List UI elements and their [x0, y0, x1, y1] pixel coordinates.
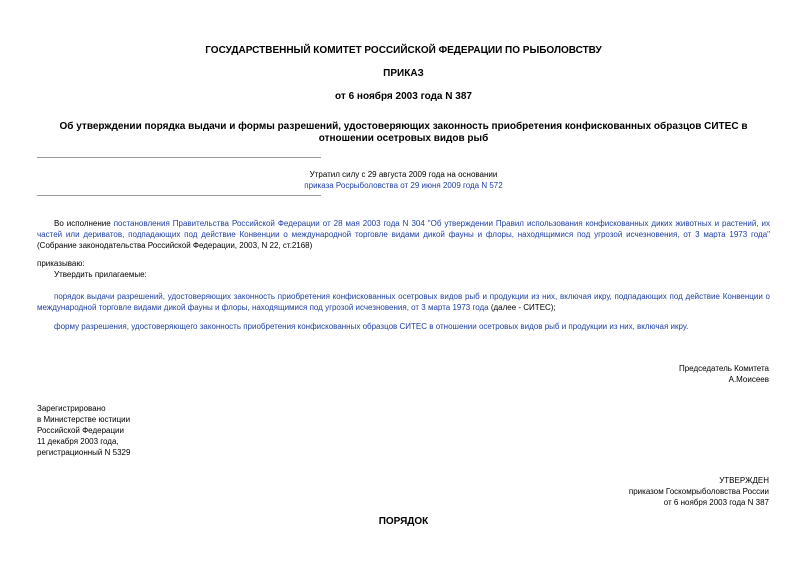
item-procedure-suffix: (далее - СИТЕС);: [488, 303, 556, 312]
doc-type-heading: ПРИКАЗ: [383, 68, 424, 79]
procedure-link[interactable]: порядок выдачи разрешений, удостоверяющих законность приобретения конфискованных осетровых видов рыб и продукции из них, включая икру, подпадающих под действие Конвенции о международной торговле видами дикой фауны и флоры, находящимися под угрозой исчезновения, от 3 марта 1973 года: [37, 292, 770, 312]
intro-paragraph: [37, 218, 770, 251]
approved-line-3: от 6 ноября 2003 года N 387: [663, 498, 769, 507]
divider-bottom: [37, 195, 321, 196]
order-word: приказываю:: [37, 259, 85, 268]
approve-line: Утвердить прилагаемые:: [54, 270, 147, 279]
registration-line-4: 11 декабря 2003 года,: [37, 437, 119, 446]
agency-heading: ГОСУДАРСТВЕННЫЙ КОМИТЕТ РОССИЙСКОЙ ФЕДЕРАЦИИ ПО РЫБОЛОВСТВУ: [205, 45, 602, 56]
registration-line-1: Зарегистрировано: [37, 404, 106, 413]
signature-block: [679, 363, 769, 385]
doc-date-number: от 6 ноября 2003 года N 387: [335, 91, 472, 102]
status-note-text: Утратил силу с 29 августа 2009 года на основании: [309, 170, 498, 179]
intro-prefix: Во исполнение: [54, 219, 114, 228]
repeal-order-link[interactable]: приказа Росрыболовства от 29 июня 2009 года N 572: [304, 181, 503, 190]
government-decree-link[interactable]: постановления Правительства Российской Федерации от 28 мая 2003 года N 304 "Об утверждении Правил использования конфискованных диких животных и растений, их частей или дериватов, подпадающих под действие Конвенции о международной торговле видами дикой фауны и флоры, находящимися под угрозой исчезновения, от 3 марта 1973 года": [37, 219, 770, 239]
signature-position: Председатель Комитета: [678, 364, 769, 373]
item-procedure: [37, 291, 770, 313]
registration-line-5: регистрационный N 5329: [37, 448, 131, 457]
doc-title: Об утверждении порядка выдачи и формы разрешений, удостоверяющих законность приобретения конфискованных образцов СИТЕС в отношении осетровых видов рыб: [59, 121, 748, 144]
signature-name: А.Моисеев: [728, 375, 769, 384]
registration-line-3: Российской Федерации: [37, 426, 124, 435]
item-form: [37, 321, 770, 332]
approved-line-1: УТВЕРЖДЕН: [719, 476, 769, 485]
procedure-heading: ПОРЯДОК: [378, 516, 429, 527]
registration-block: [37, 403, 130, 458]
intro-suffix: (Собрание законодательства Российской Федерации, 2003, N 22, ст.2168): [37, 241, 313, 250]
approved-line-2: приказом Госкомрыболовства России: [628, 487, 769, 496]
divider-top: [37, 157, 321, 158]
permit-form-link[interactable]: форму разрешения, удостоверяющего законность приобретения конфискованных образцов СИТЕС в отношении осетровых видов рыб и продукции из них, включая икру.: [54, 322, 689, 331]
registration-line-2: в Министерстве юстиции: [37, 415, 131, 424]
approved-block: [629, 475, 769, 508]
